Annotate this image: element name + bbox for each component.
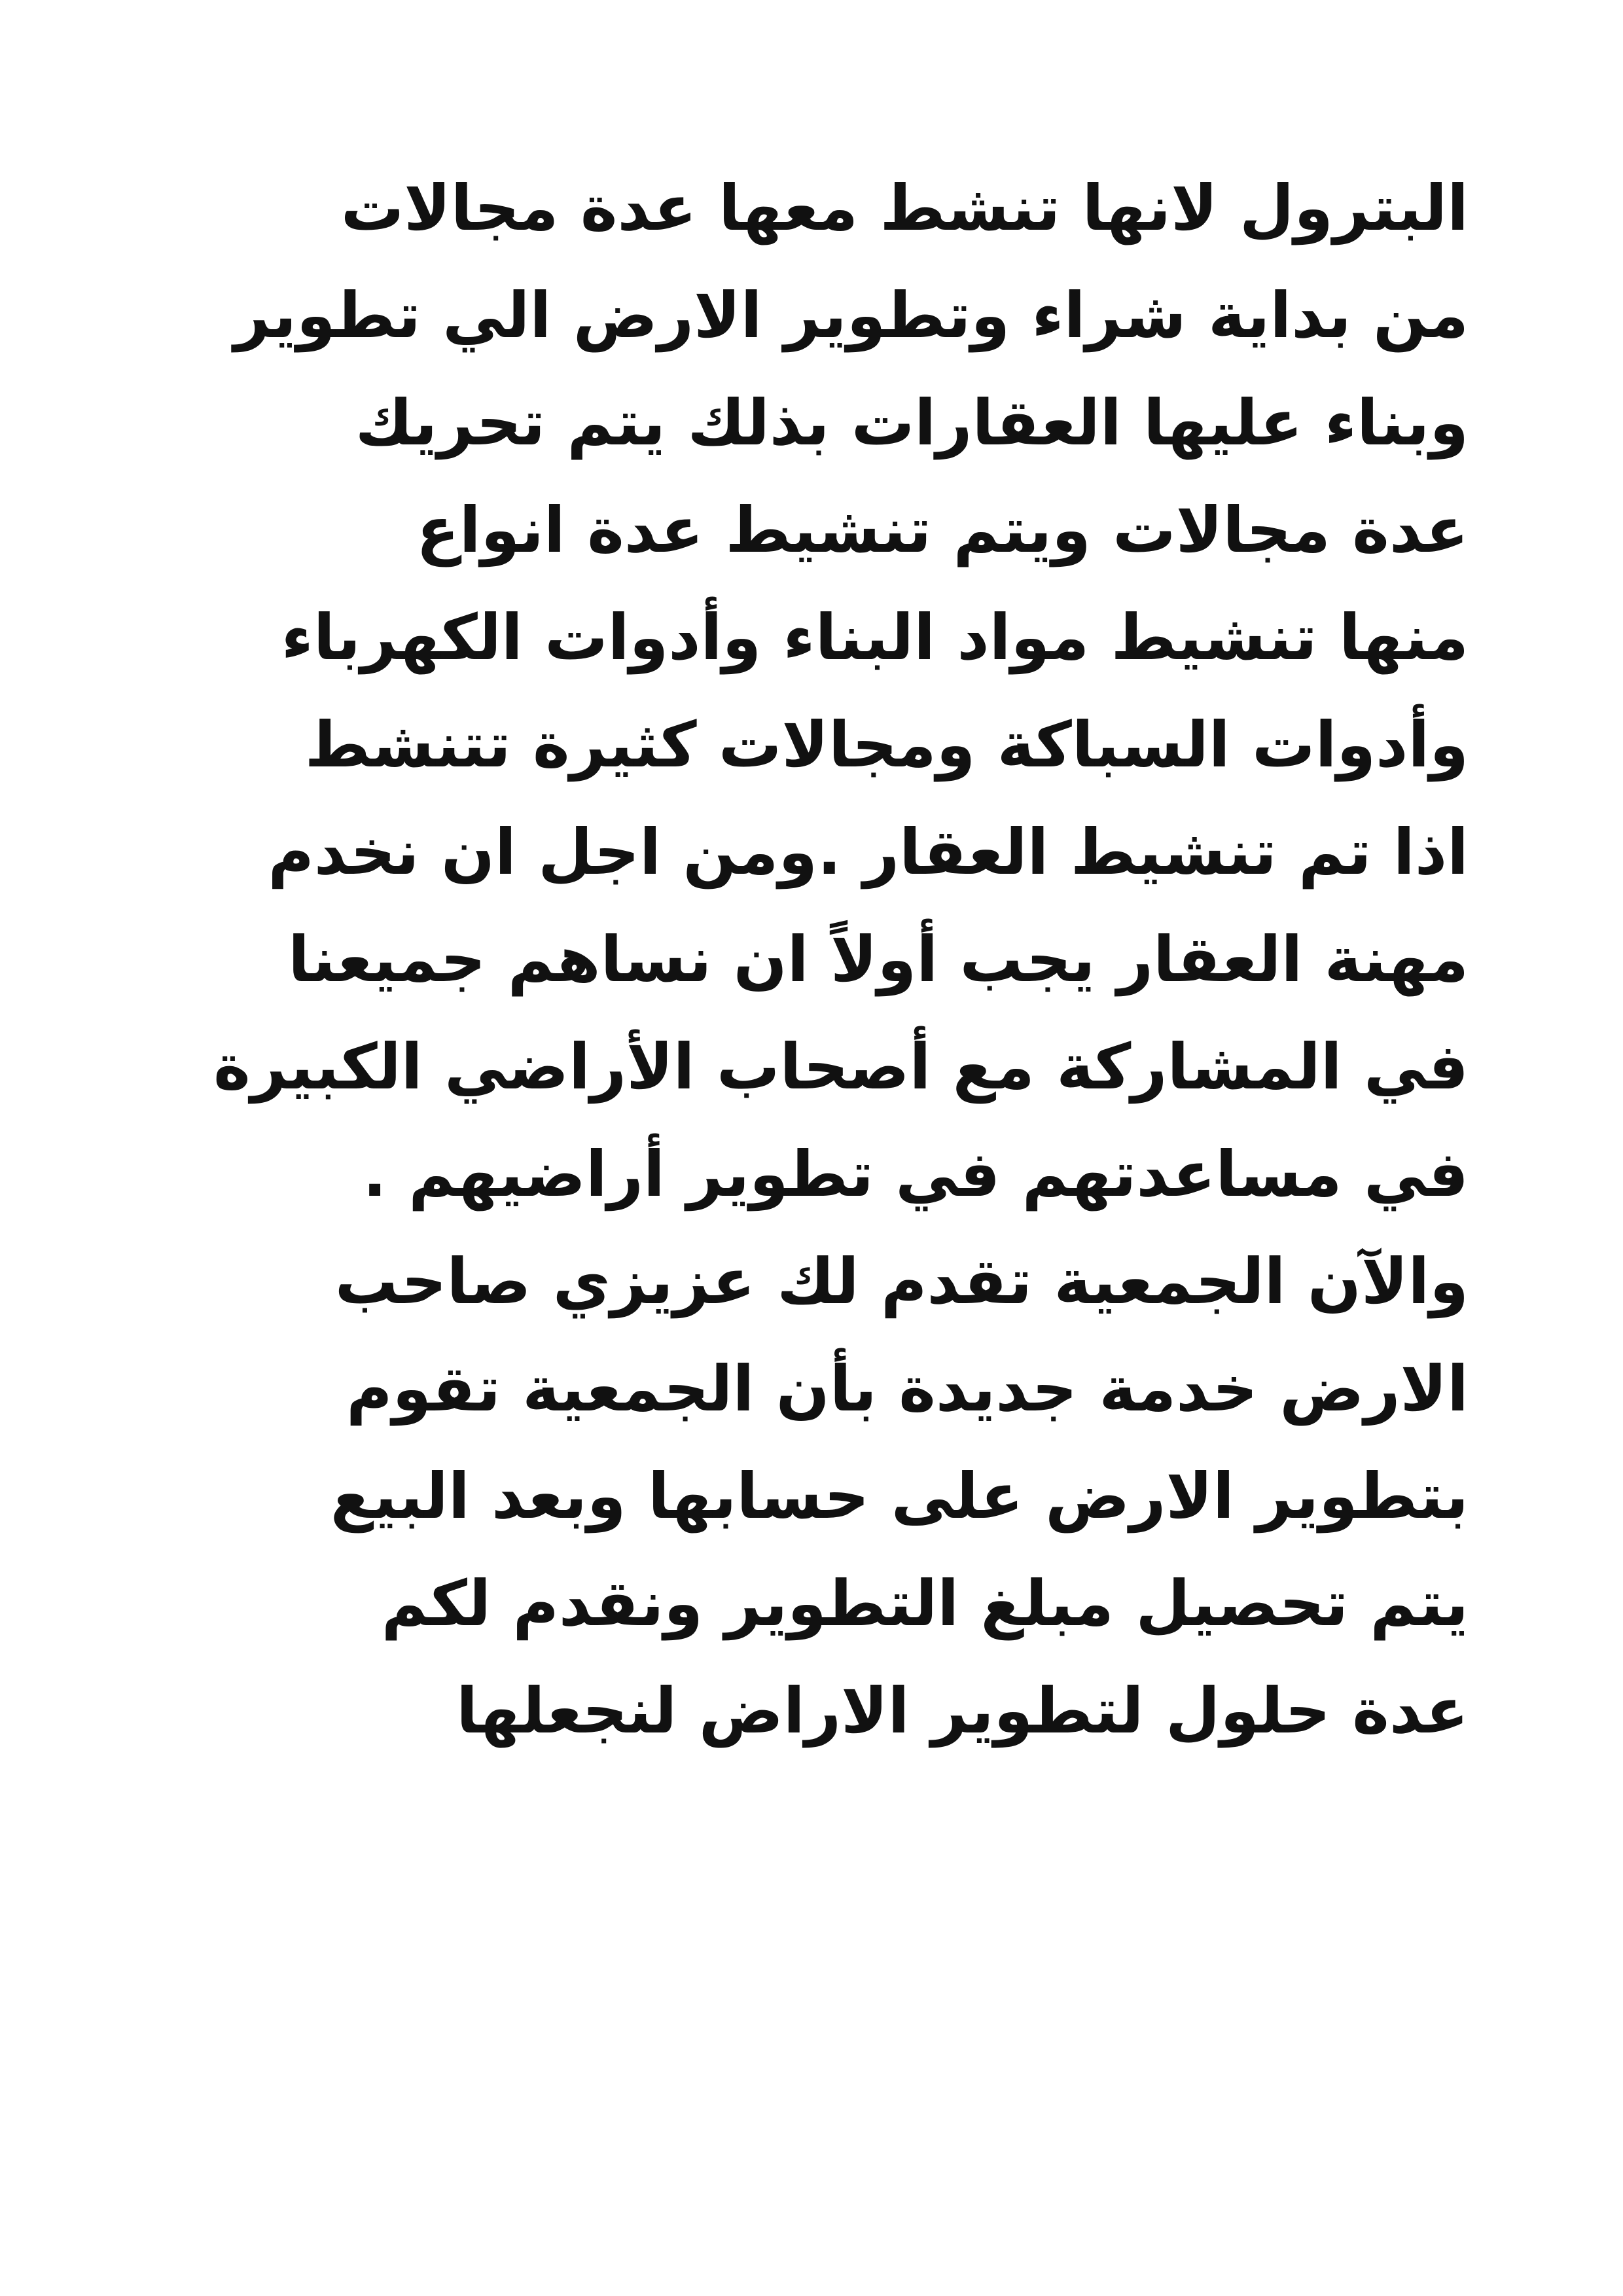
text-line-7: اذا تم تنشيط العقار .ومن اجل ان نخدم [268, 816, 1469, 889]
text-line-4: عدة مجالات ويتم تنشيط عدة انواع [416, 493, 1469, 567]
text-line-11: والآن الجمعية تقدم لك عزيزي صاحب [334, 1245, 1469, 1318]
text-line-3: وبناء عليها العقارات بذلك يتم تحريك [355, 386, 1469, 459]
text-line-13: بتطوير الارض على حسابها وبعد البيع [330, 1460, 1469, 1533]
text-line-1: البترول لانها تنشط معها عدة مجالات [340, 171, 1469, 245]
text-line-2: من بداية شراء وتطوير الارض الي تطوير [234, 279, 1469, 352]
text-line-14: يتم تحصيل مبلغ التطوير ونقدم لكم [381, 1567, 1469, 1640]
text-line-5: منها تنشيط مواد البناء وأدوات الكهرباء [281, 601, 1469, 674]
text-line-8: مهنة العقار يجب أولاً ان نساهم جميعنا [288, 923, 1469, 996]
body-text [120, 154, 1469, 1765]
text-line-12: الارض خدمة جديدة بأن الجمعية تقوم [346, 1352, 1469, 1426]
text-line-10: في مساعدتهم في تطوير أراضيهم . [363, 1138, 1469, 1211]
text-line-15: عدة حلول لتطوير الاراض لنجعلها [456, 1674, 1469, 1748]
text-line-6: وأدوات السباكة ومجالات كثيرة تتنشط [304, 708, 1469, 781]
text-line-9: في المشاركة مع أصحاب الأراضي الكبيرة [213, 1030, 1469, 1103]
